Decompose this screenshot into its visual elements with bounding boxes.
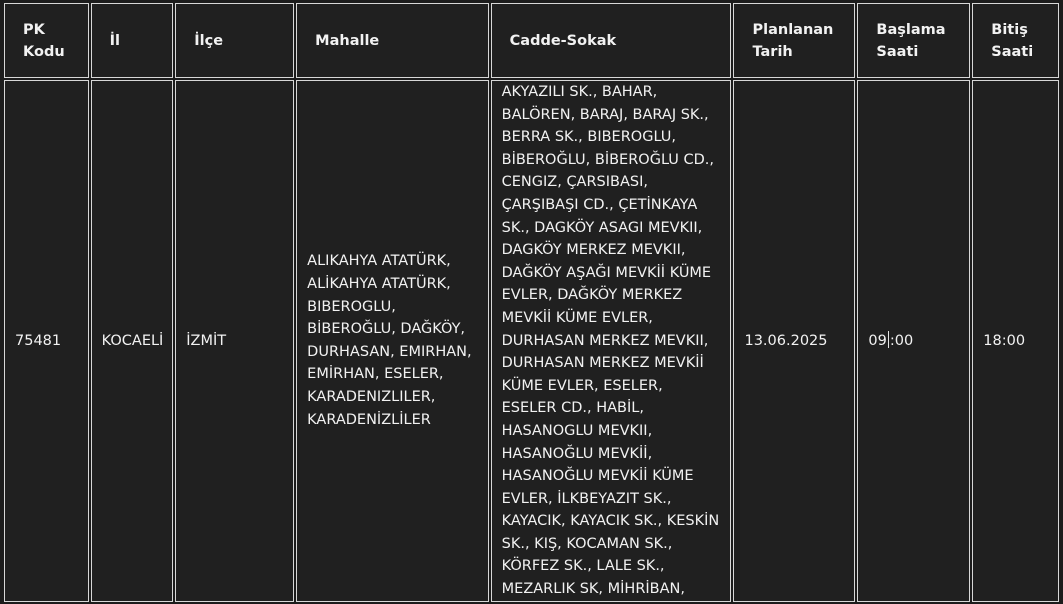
header-ilce: İlçe [175, 3, 294, 78]
header-row [4, 3, 1059, 78]
cell-baslama-saati [857, 80, 970, 602]
header-planlanan-tarih: Planlanan Tarih [733, 3, 855, 78]
cell-planlanan-tarih: 13.06.2025 [733, 80, 855, 602]
header-mahalle: Mahalle [296, 3, 488, 78]
cell-mahalle: ALIKAHYA ATATÜRK, ALİKAHYA ATATÜRK, BIBEROGLU, BİBEROĞLU, DAĞKÖY, DURHASAN, EMIRHAN, EMİRHAN, ESELER, KARADENIZLILER, KARADENİZLİLER [296, 80, 488, 602]
cell-cadde-sokak: AKYAZILI SK., BAHAR, BALÖREN, BARAJ, BARAJ SK., BERRA SK., BIBEROGLU, BİBEROĞLU, BİBEROĞLU CD., CENGIZ, ÇARSIBASI, ÇARŞIBAŞI CD., ÇETİNKAYA SK., DAGKÖY ASAGI MEVKII, DAGKÖY MERKEZ MEVKII, DAĞKÖY AŞAĞI MEVKİİ KÜME EVLER, DAĞKÖY MERKEZ MEVKİİ KÜME EVLER, DURHASAN MERKEZ MEVKII, DURHASAN MERKEZ MEVKİİ KÜME EVLER, ESELER, ESELER CD., HABİL, HASANOGLU MEVKII, HASANOĞLU MEVKİİ, HASANOĞLU MEVKİİ KÜME EVLER, İLKBEYAZIT SK., KAYACIK, KAYACIK SK., KESKİN SK., KIŞ, KOCAMAN SK., KÖRFEZ SK., LALE SK., MEZARLIK SK, MİHRİBAN, [491, 80, 732, 602]
cell-pk-kodu: 75481 [4, 80, 89, 602]
header-cadde-sokak: Cadde-Sokak [491, 3, 732, 78]
header-pk-kodu: PK Kodu [4, 3, 89, 78]
text-cursor [888, 331, 889, 348]
cell-bitis-saati: 18:00 [972, 80, 1059, 602]
cell-il: KOCAELİ [91, 80, 174, 602]
header-bitis-saati: Bitiş Saati [972, 3, 1059, 78]
start-time-minutes: :00 [889, 332, 914, 349]
header-baslama-saati: Başlama Saati [857, 3, 970, 78]
cell-ilce: İZMİT [175, 80, 294, 602]
header-il: İl [91, 3, 174, 78]
start-time-hours: 09 [868, 332, 887, 349]
table-row [4, 80, 1059, 602]
outage-table [2, 1, 1061, 604]
